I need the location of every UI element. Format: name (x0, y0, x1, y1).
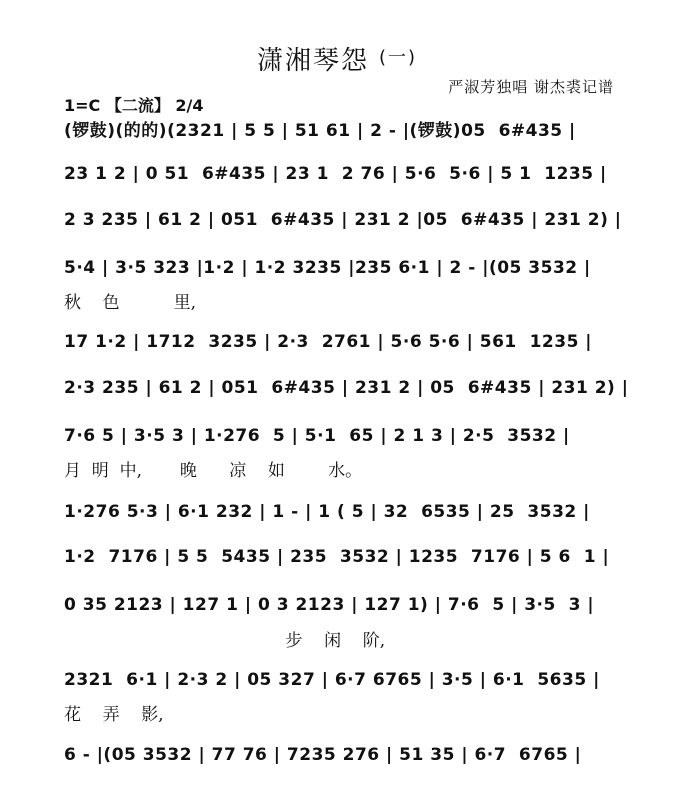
notation-row-3: 2 3 235 | 61 2 | 051 6#435 | 231 2 |05 6#435 | 231 2) | (64, 210, 622, 230)
title-subtitle: (一) (378, 47, 418, 68)
notation-row-6: 2·3 235 | 61 2 | 051 6#435 | 231 2 | 05 6#435 | 231 2) | (64, 378, 629, 398)
lyric-row-2: 月 明 中, 晚 凉 如 水。 (64, 461, 363, 481)
lyric-row-3: 步 闲 阶, (64, 631, 386, 651)
notation-row-8: 1·276 5·3 | 6·1 232 | 1 - | 1 ( 5 | 32 6535 | 25 3532 | (64, 502, 590, 522)
key-signature-header: 1=C 【二流】 2/4 (64, 96, 204, 115)
title-text: 潇湘琴怨 (256, 46, 369, 76)
page-title (0, 40, 674, 77)
notation-row-11: 2321 6·1 | 2·3 2 | 05 327 | 6·7 6765 | 3·5 | 6·1 5635 | (64, 670, 600, 690)
credit-line: 严淑芳独唱 谢杰裘记谱 (448, 78, 614, 96)
notation-row-12: 6 - |(05 3532 | 77 76 | 7235 276 | 51 35 | 6·7 6765 | (64, 745, 582, 765)
notation-row-7: 7·6 5 | 3·5 3 | 1·276 5 | 5·1 65 | 2 1 3 | 2·5 3532 | (64, 426, 570, 446)
notation-row-2: 23 1 2 | 0 51 6#435 | 23 1 2 76 | 5·6 5·6 | 5 1 1235 | (64, 164, 607, 184)
notation-row-10: 0 35 2123 | 127 1 | 0 3 2123 | 127 1) | 7·6 5 | 3·5 3 | (64, 595, 595, 615)
notation-row-9: 1·2 7176 | 5 5 5435 | 235 3532 | 1235 7176 | 5 6 1 | (64, 547, 610, 567)
notation-row-1: (锣鼓)(的的)(2321 | 5 5 | 51 61 | 2 - |(锣鼓)05 6#435 | (64, 121, 576, 141)
lyric-row-4: 花 弄 影, (64, 705, 164, 725)
notation-row-5: 17 1·2 | 1712 3235 | 2·3 2761 | 5·6 5·6 | 561 1235 | (64, 332, 593, 352)
lyric-row-1: 秋 色 里, (64, 293, 197, 313)
notation-row-4: 5·4 | 3·5 323 |1·2 | 1·2 3235 |235 6·1 | 2 - |(05 3532 | (64, 258, 591, 278)
